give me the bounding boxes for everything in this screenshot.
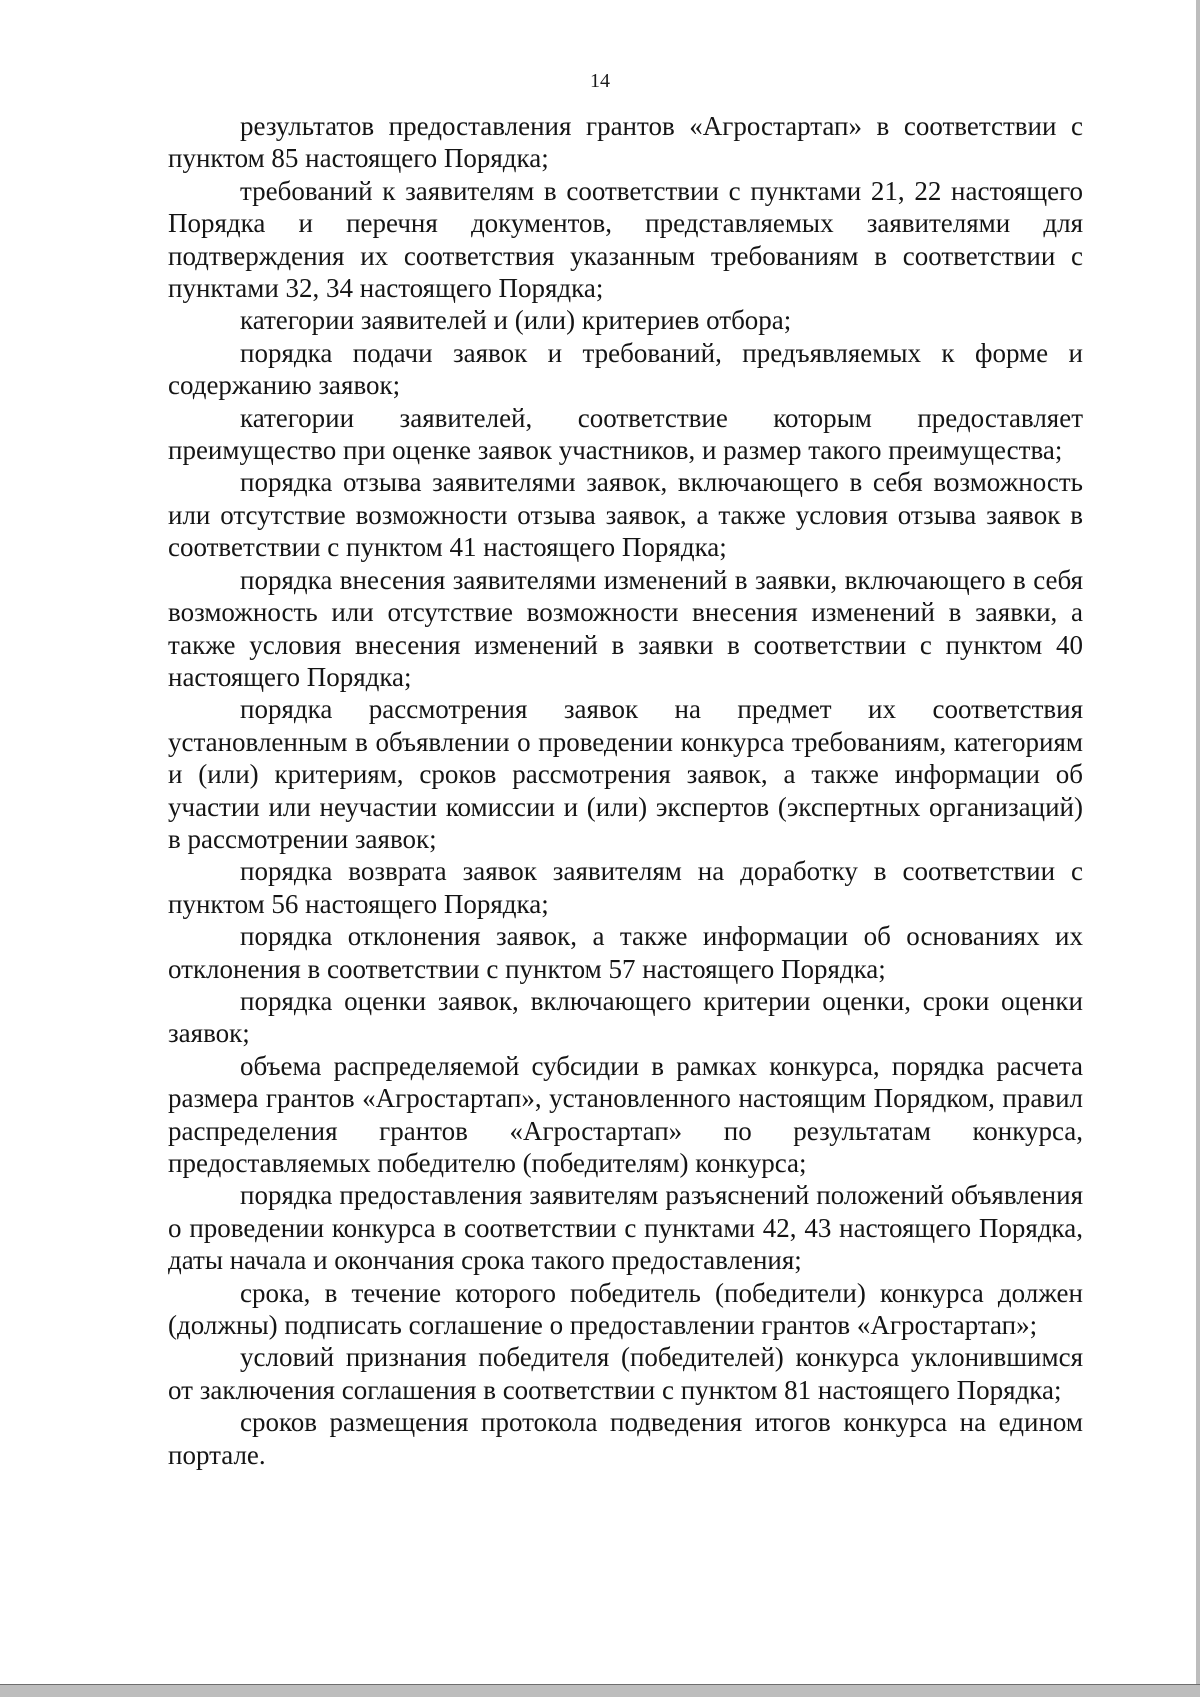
- paragraph: категории заявителей, соответствие которым предоставляет преимущество при оценке заявок участников, и размер такого преимущества;: [168, 402, 1083, 466]
- paragraph: сроков размещения протокола подведения итогов конкурса на едином портале.: [168, 1407, 1083, 1470]
- paragraph: требований к заявителям в соответствии с пунктами 21, 22 настоящего Порядка и перечня документов, представляемых заявителями для подтверждения их соответствия указанным требованиям в соответствии с пунктами 32, 34 настоящего Порядка;: [168, 175, 1083, 304]
- scan-edge-right: [1196, 0, 1200, 1697]
- paragraph: порядка возврата заявок заявителям на доработку в соответствии с пунктом 56 настоящего Порядка;: [168, 856, 1083, 919]
- paragraph: порядка отклонения заявок, а также информации об основаниях их отклонения в соответствии с пунктом 57 настоящего Порядка;: [168, 921, 1083, 984]
- paragraph: порядка рассмотрения заявок на предмет их соответствия установленным в объявлении о проведении конкурса требованиям, категориям и (или) критериям, сроков рассмотрения заявок, а также информации об участии или неучастии комиссии и (или) экспертов (экспертных организаций) в рассмотрении заявок;: [168, 694, 1083, 854]
- paragraph: категории заявителей и (или) критериев отбора;: [240, 305, 792, 336]
- paragraph: порядка подачи заявок и требований, предъявляемых к форме и содержанию заявок;: [168, 337, 1083, 401]
- paragraph: результатов предоставления грантов «Агростартап» в соответствии с пунктом 85 настоящего Порядка;: [168, 111, 1083, 174]
- paragraph: условий признания победителя (победителей) конкурса уклонившимся от заключения соглашения в соответствии с пунктом 81 настоящего Порядка;: [168, 1342, 1083, 1405]
- paragraph: порядка внесения заявителями изменений в заявки, включающего в себя возможность или отсутствие возможности внесения изменений в заявки, а также условия внесения изменений в заявки в соответствии с пунктом 40 настоящего Порядка;: [168, 564, 1083, 692]
- page-number: 14: [590, 70, 610, 92]
- paragraph: объема распределяемой субсидии в рамках конкурса, порядка расчета размера грантов «Агростартап», установленного настоящим Порядком, правил распределения грантов «Агростартап» по результатам конкурса, предоставляемых победителю (победителям) конкурса;: [168, 1050, 1083, 1178]
- paragraph: порядка предоставления заявителям разъяснений положений объявления о проведении конкурса в соответствии с пунктами 42, 43 настоящего Порядка, даты начала и окончания срока такого предоставления;: [168, 1180, 1083, 1276]
- document-body: [168, 110, 1083, 1471]
- paragraph: порядка отзыва заявителями заявок, включающего в себя возможность или отсутствие возможности отзыва заявок, а также условия отзыва заявок в соответствии с пунктом 41 настоящего Порядка;: [168, 467, 1083, 563]
- paragraph: срока, в течение которого победитель (победители) конкурса должен (должны) подписать соглашение о предоставлении грантов «Агростартап»;: [168, 1277, 1083, 1341]
- paragraph: порядка оценки заявок, включающего критерии оценки, сроки оценки заявок;: [168, 985, 1083, 1049]
- scan-edge-bottom: [0, 1685, 1200, 1697]
